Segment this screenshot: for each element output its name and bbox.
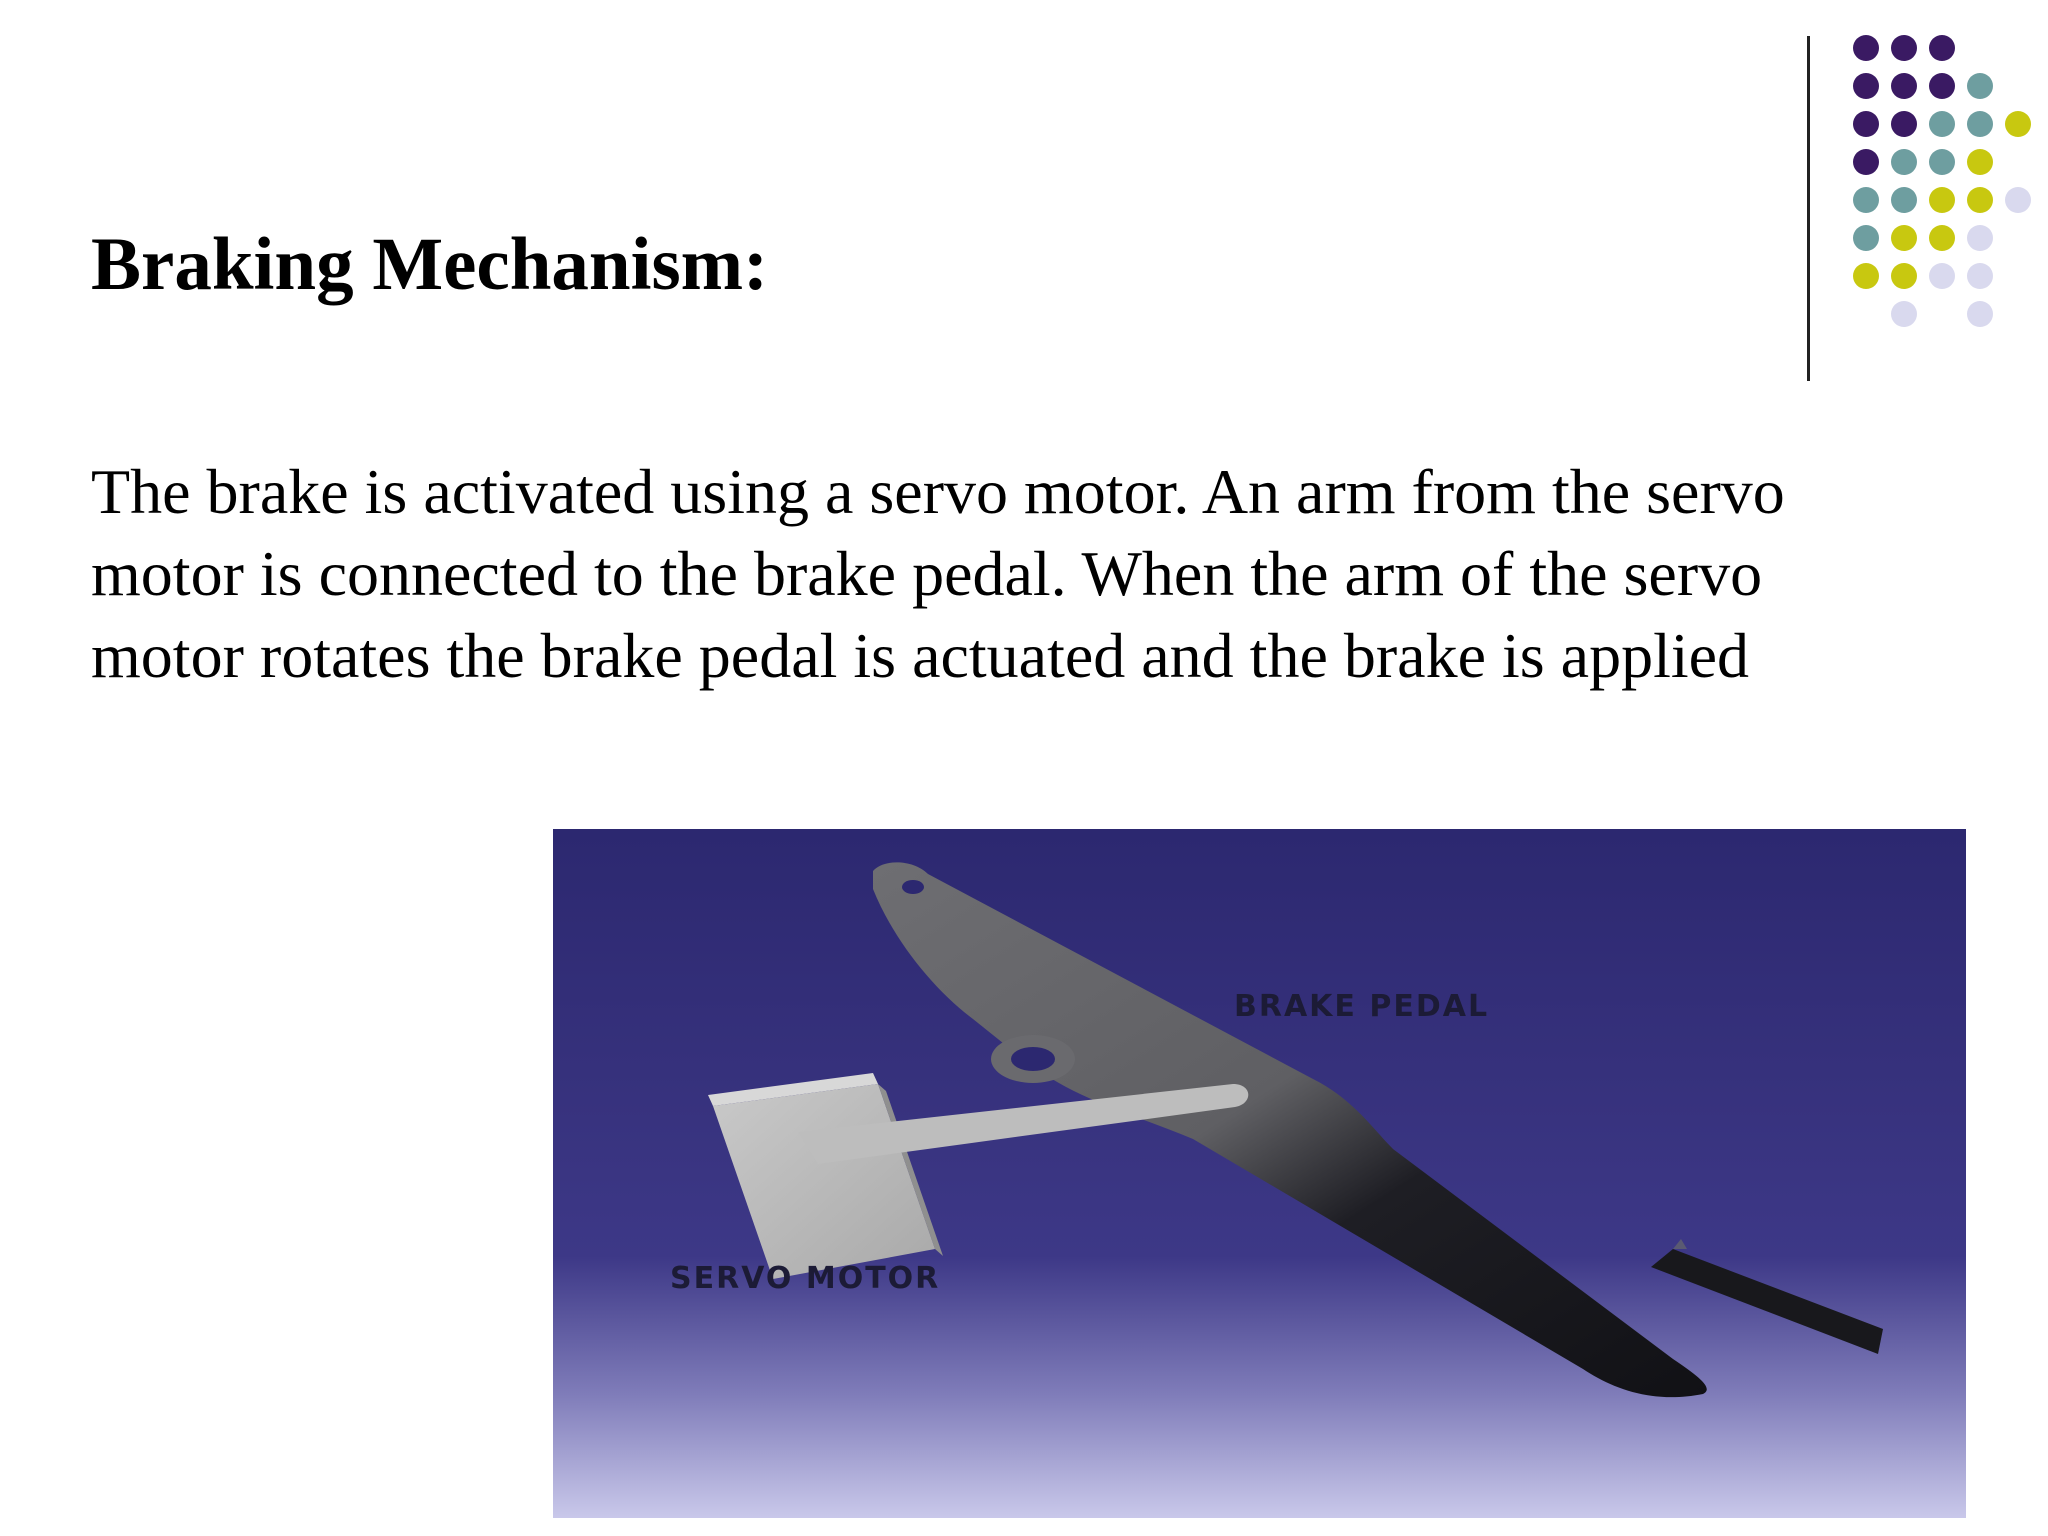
pedal-foot-plate [1651,1249,1883,1354]
dot [1891,225,1917,251]
slide-body-text [91,451,1971,697]
dot [1929,111,1955,137]
dot-row-4 [1853,149,1993,175]
dot [1853,35,1879,61]
dot-row-7 [1853,263,1993,289]
dot [1853,73,1879,99]
title-divider-line [1807,36,1810,381]
dot [1967,225,1993,251]
dot-row-1 [1853,35,1955,61]
servo-motor-label: SERVO MOTOR [670,1261,941,1296]
dot [1853,187,1879,213]
dot [1967,187,1993,213]
brake-mechanism-illustration [553,829,1966,1518]
pedal-foot-plate-edge [1673,1239,1687,1249]
dot [1853,111,1879,137]
dot [1891,35,1917,61]
body-line: motor rotates the brake pedal is actuated and the brake is applied [91,620,1750,691]
dot [1891,187,1917,213]
dot [1853,263,1879,289]
brake-mechanism-figure [553,829,1966,1518]
dot [1929,187,1955,213]
dot [2005,111,2031,137]
dot-row-2 [1853,73,1993,99]
dot [1929,35,1955,61]
dot [1967,263,1993,289]
dot-row-8 [1891,301,1993,327]
pedal-top-hole [902,880,924,894]
dot [2005,187,2031,213]
dot [1929,149,1955,175]
dot [1891,73,1917,99]
dot-row-5 [1853,187,2031,213]
dot [1891,111,1917,137]
dot [1929,263,1955,289]
dot-row-6 [1853,225,1993,251]
dot [1891,301,1917,327]
dot [1967,111,1993,137]
dot-row-3 [1853,111,2031,137]
slide-title: Braking Mechanism: [91,223,769,306]
dot [1891,149,1917,175]
dot [1967,301,1993,327]
dot [1853,225,1879,251]
body-line: motor is connected to the brake pedal. When the arm of the servo [91,538,1763,609]
dot [1891,263,1917,289]
dot [1967,73,1993,99]
pedal-pivot-hole [1011,1047,1055,1071]
body-line: The brake is activated using a servo motor. An arm from the servo [91,456,1785,527]
dot [1929,73,1955,99]
dot [1853,149,1879,175]
dot [1929,225,1955,251]
brake-pedal-label: BRAKE PEDAL [1234,989,1490,1024]
decorative-dot-grid [0,0,2048,420]
servo-motor-front [713,1084,935,1279]
dot [1967,149,1993,175]
